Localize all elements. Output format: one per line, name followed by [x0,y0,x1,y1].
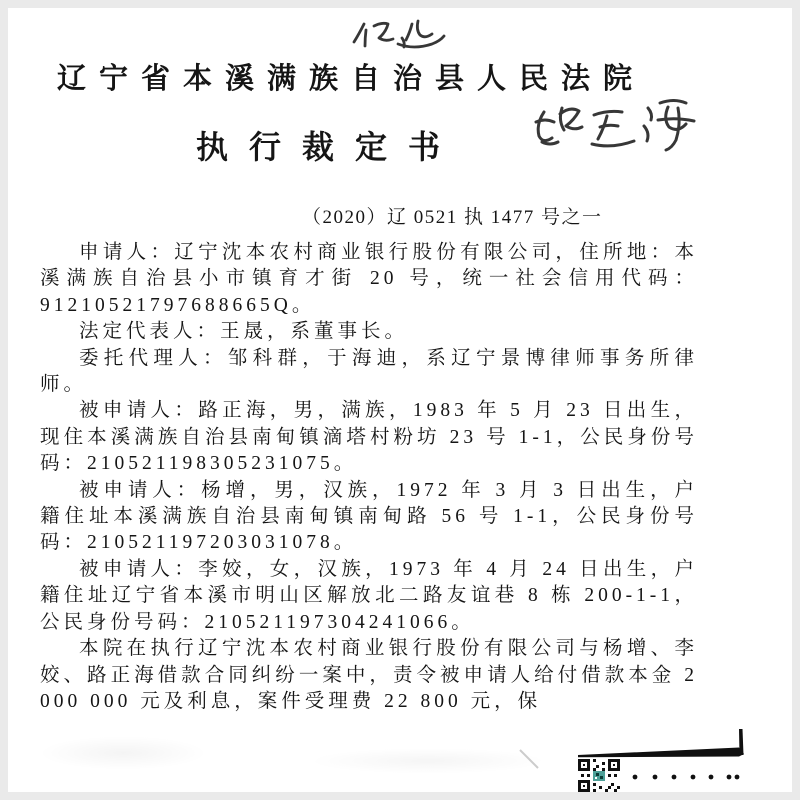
paragraph-respondent-1: 被申请人：路正海，男，满族，1983 年 5 月 23 日出生，现住本溪满族自治县南甸镇滴塔村粉坊 23 号 1-1，公民身份号码：210521198305231075。 [40,400,698,475]
scan-artifact-page-edge [578,729,744,757]
paragraph-agents: 委托代理人：邹科群，于海迪，系辽宁景博律师事务所律师。 [40,347,698,396]
paragraph-case-summary: 本院在执行辽宁沈本农村商业银行股份有限公司与杨增、李姣、路正海借款合同纠纷一案中，责令被申请人给付借款本金 2 000 000 元及利息，案件受理费 22 800 元，保 [40,638,698,712]
scan-smudge [308,748,548,774]
qr-code-icon [578,759,620,792]
paragraph-respondent-3: 被申请人：李姣，女，汉族，1973 年 4 月 24 日出生，户籍住址辽宁省本溪市明山区解放北二路友谊巷 8 栋 200-1-1，公民身份号码：210521197304241066。 [40,558,698,633]
document-page [8,8,792,792]
document-body [40,240,698,715]
scan-scratch [520,750,538,768]
scan-smudge [38,736,208,770]
case-number: （2020）辽 0521 执 1477 号之一 [302,207,603,228]
paragraph-respondent-2: 被申请人：杨增，男，汉族，1972 年 3 月 3 日出生，户籍住址本溪满族自治县南甸镇南甸路 56 号 1-1，公民身份号码：210521197203031078。 [40,479,698,554]
document-title: 执行裁定书 [195,129,461,165]
paragraph-legal-representative: 法定代表人：王晟，系董事长。 [79,321,409,343]
paragraph-applicant: 申请人：辽宁沈本农村商业银行股份有限公司，住所地：本溪满族自治县小市镇育才街 20 号，统一社会信用代码：91210521797688665Q。 [40,242,698,316]
separator-dots [633,775,740,780]
handwritten-note-top [354,21,444,47]
court-name: 辽宁省本溪满族自治县人民法院 [57,63,646,95]
